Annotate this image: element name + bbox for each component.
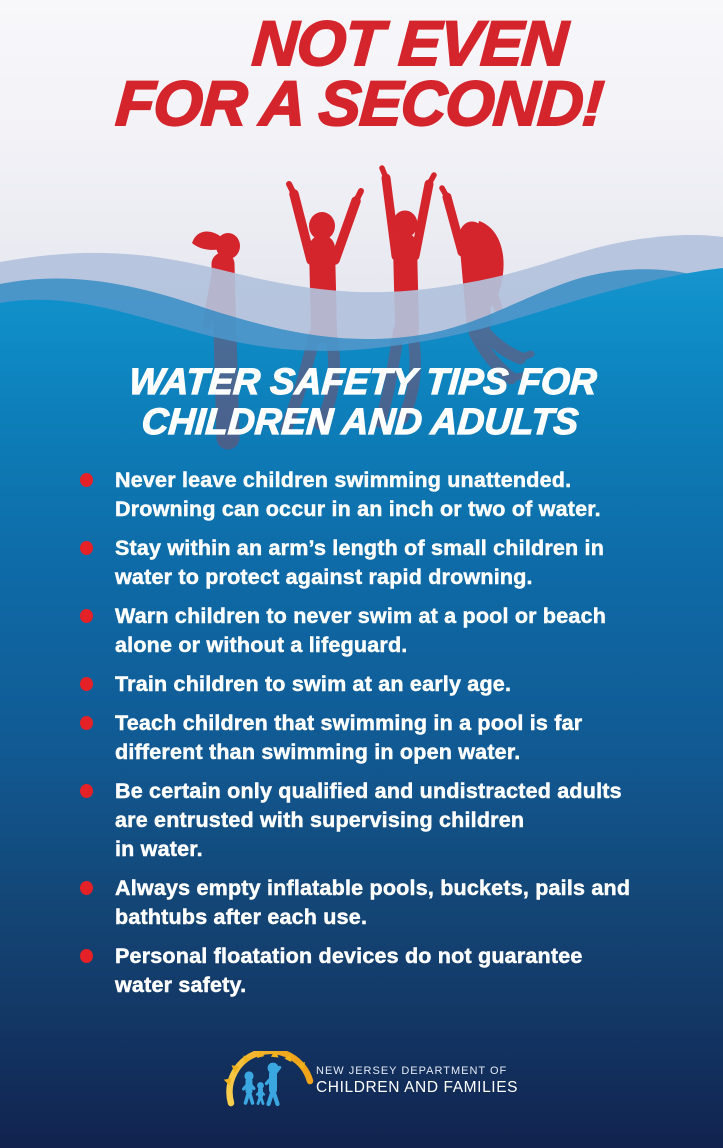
bullet-icon: [80, 881, 93, 895]
tip-6-line-2: are entrusted with supervising children: [115, 808, 525, 832]
poster-title: [0, 9, 723, 139]
bullet-icon: [80, 541, 93, 555]
tip-item-4: [80, 670, 665, 699]
bullet-icon: [80, 609, 93, 623]
title-line-1: NOT EVEN: [250, 9, 570, 79]
tip-item-5: [80, 709, 665, 767]
tip-item-8: [80, 942, 665, 1000]
footer-logo: [224, 1051, 524, 1109]
tip-2-line-2: water to protect against rapid drowning.: [115, 565, 533, 589]
tip-5-line-2: different than swimming in open water.: [115, 740, 521, 764]
subtitle-line-1: WATER SAFETY TIPS FOR: [127, 361, 599, 402]
bullet-icon: [80, 784, 93, 798]
tip-6-line-3: in water.: [115, 837, 203, 861]
tip-item-7: [80, 874, 665, 932]
tip-8-line-1: Personal floatation devices do not guarantee: [115, 944, 583, 968]
tip-item-6: [80, 777, 665, 864]
org-name-line-2: CHILDREN AND FAMILIES: [316, 1079, 519, 1096]
tips-list: [80, 466, 665, 1010]
tip-7-line-2: bathtubs after each use.: [115, 905, 368, 929]
sun-arc-icon: [224, 1051, 310, 1103]
title-line-2: FOR A SECOND!: [113, 69, 606, 139]
tip-3-line-2: alone or without a lifeguard.: [115, 633, 408, 657]
subtitle: [0, 362, 723, 442]
tip-3-line-1: Warn children to never swim at a pool or beach: [115, 604, 607, 628]
tip-2-line-1: Stay within an arm’s length of small children in: [115, 536, 605, 560]
bullet-icon: [80, 716, 93, 730]
subtitle-line-2: CHILDREN AND ADULTS: [140, 401, 580, 442]
tip-1-line-2: Drowning can occur in an inch or two of water.: [115, 497, 601, 521]
org-name-line-1: NEW JERSEY DEPARTMENT OF: [316, 1065, 508, 1077]
bullet-icon: [80, 949, 93, 963]
family-figures-icon: [244, 1063, 280, 1104]
tip-4-line-1: Train children to swim at an early age.: [115, 672, 512, 696]
tip-7-line-1: Always empty inflatable pools, buckets, pails and: [115, 876, 631, 900]
tip-5-line-1: Teach children that swimming in a pool is far: [115, 711, 583, 735]
njdcf-logo: [224, 1051, 524, 1109]
bullet-icon: [80, 473, 93, 487]
tip-item-1: [80, 466, 665, 524]
tip-6-line-1: Be certain only qualified and undistracted adults: [115, 779, 622, 803]
tip-item-3: [80, 602, 665, 660]
tip-8-line-2: water safety.: [115, 973, 247, 997]
bullet-icon: [80, 677, 93, 691]
tip-item-2: [80, 534, 665, 592]
tip-1-line-1: Never leave children swimming unattended.: [115, 468, 572, 492]
